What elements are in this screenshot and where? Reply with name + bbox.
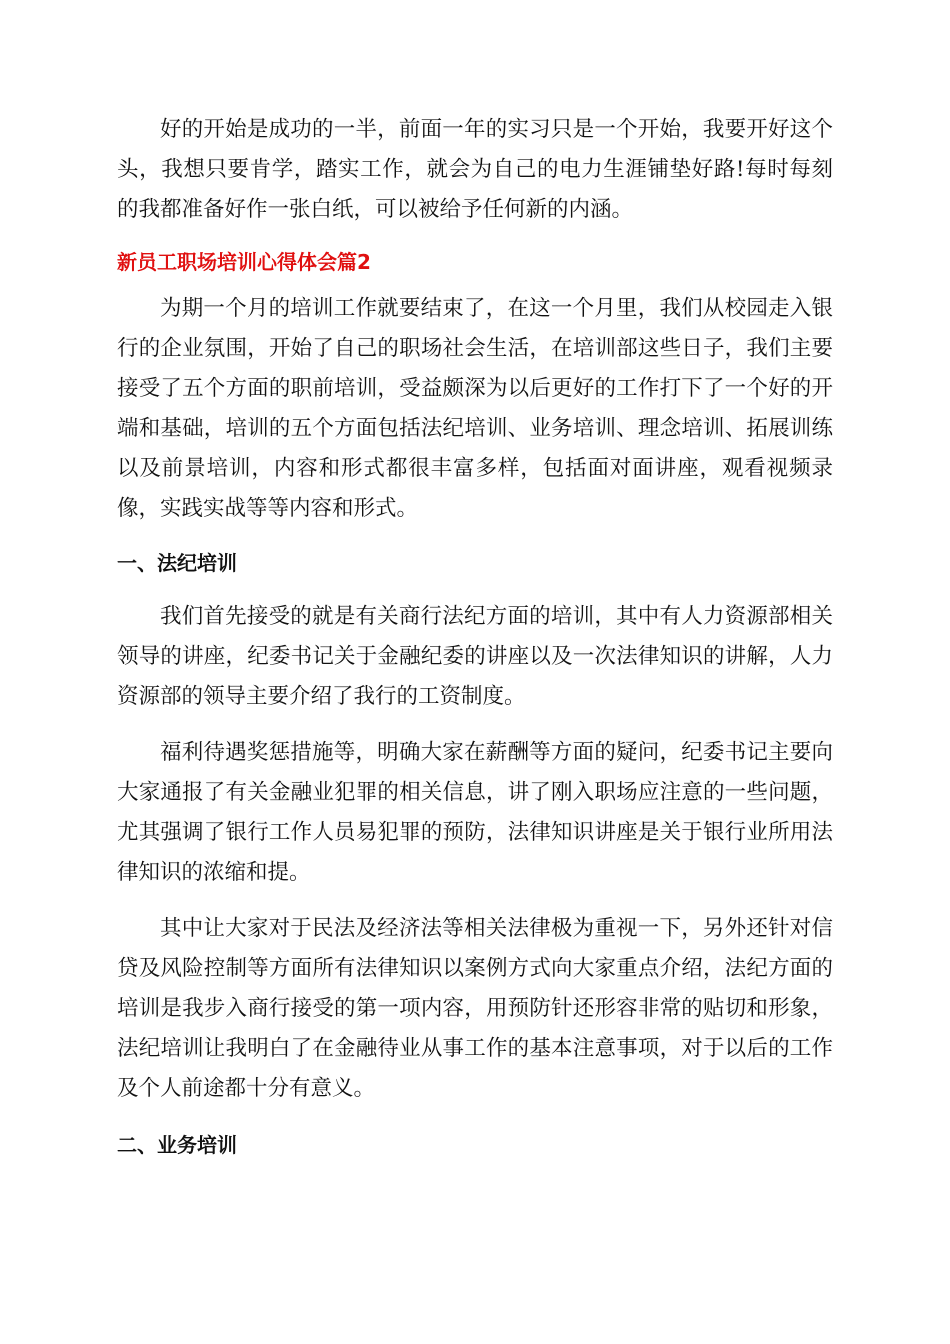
heading-business-training: 二、业务培训 xyxy=(117,1133,237,1157)
heading-legal-training: 一、法纪培训 xyxy=(117,551,237,575)
paragraph-legal-3: 其中让大家对于民法及经济法等相关法律极为重视一下，另外还针对信贷及风险控制等方面所有法律知识以案例方式向大家重点介绍，法纪方面的培训是我步入商行接受的第一项内容，用预防针还形容非常的贴切和形象，法纪培训让我明白了在金融待业从事工作的基本注意事项，对于以后的工作及个人前途都十分有意义。 xyxy=(117,916,833,1101)
paragraph-legal-2: 福利待遇奖惩措施等，明确大家在薪酬等方面的疑问，纪委书记主要向大家通报了有关金融业犯罪的相关信息，讲了刚入职场应注意的一些问题，尤其强调了银行工作人员易犯罪的预防，法律知识讲座是关于银行业所用法律知识的浓缩和提。 xyxy=(117,740,833,885)
section-intro-paragraph: 为期一个月的培训工作就要结束了，在这一个月里，我们从校园走入银行的企业氛围，开始了自己的职场社会生活，在培训部这些日子，我们主要接受了五个方面的职前培训，受益颇深为以后更好的工作打下了一个好的开端和基础，培训的五个方面包括法纪培训、业务培训、理念培训、拓展训练以及前景培训，内容和形式都很丰富多样，包括面对面讲座，观看视频录像，实践实战等等内容和形式。 xyxy=(117,296,833,521)
section-title: 新员工职场培训心得体会篇2 xyxy=(117,250,371,274)
document-page xyxy=(117,110,833,1165)
paragraph-legal-1: 我们首先接受的就是有关商行法纪方面的培训，其中有人力资源部相关领导的讲座，纪委书记关于金融纪委的讲座以及一次法律知识的讲解，人力资源部的领导主要介绍了我行的工资制度。 xyxy=(117,604,833,709)
intro-paragraph: 好的开始是成功的一半，前面一年的实习只是一个开始，我要开好这个头，我想只要肯学，踏实工作，就会为自己的电力生涯铺垫好路!每时每刻的我都准备好作一张白纸，可以被给予任何新的内涵。 xyxy=(117,117,833,222)
